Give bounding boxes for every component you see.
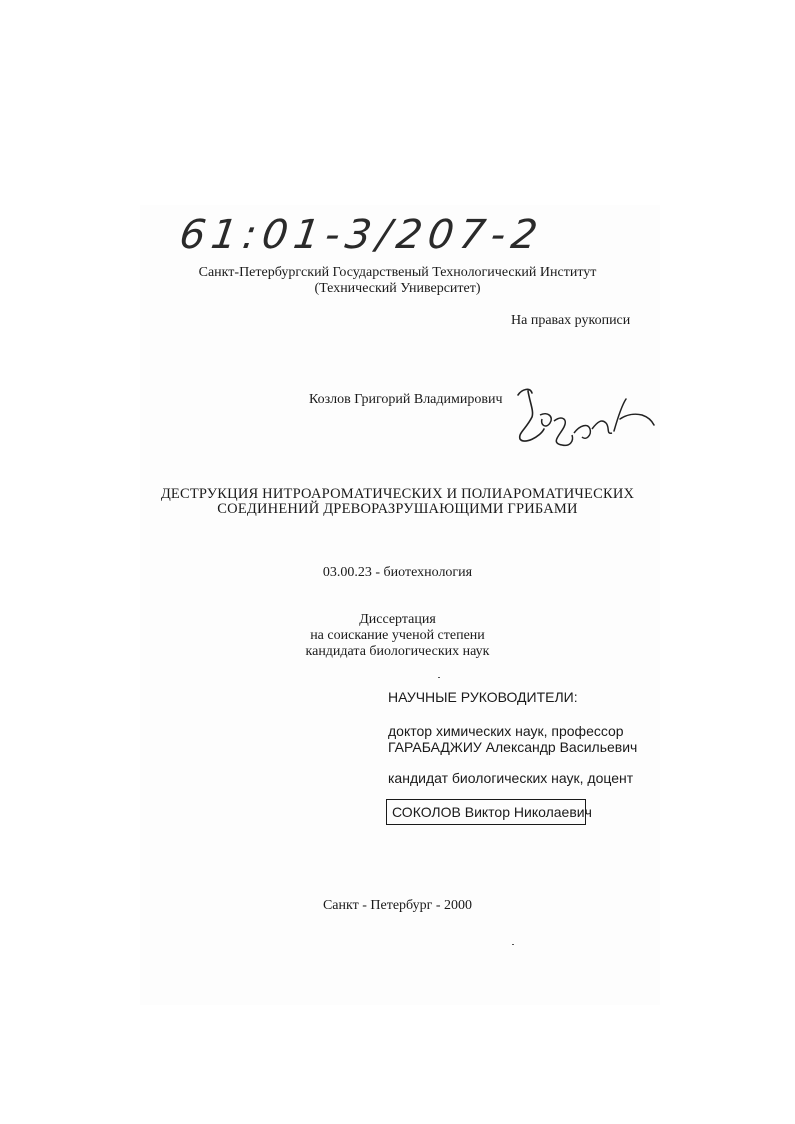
- specialty: 03.00.23 - биотехнология: [322, 565, 473, 580]
- place-year: Санкт - Петербург - 2000: [322, 898, 473, 913]
- manuscript-note: На правах рукописи: [511, 313, 631, 328]
- supervisor-2-name: СОКОЛОВ Виктор Николаевич: [392, 804, 592, 820]
- author-name: Козлов Григорий Владимирович: [309, 392, 503, 407]
- institution-line-1: Санкт-Петербургский Государственый Технологический Институт: [198, 265, 597, 280]
- archive-code-handwritten: 61:01-3/207-2: [176, 212, 547, 258]
- supervisor-2-title: кандидат биологических наук, доцент: [388, 770, 634, 786]
- institution-line-2: (Технический Университет): [314, 281, 481, 296]
- title-line-2: СОЕДИНЕНИЙ ДРЕВОРАЗРУШАЮЩИМИ ГРИБАМИ: [217, 501, 578, 517]
- scan-speck: [512, 944, 514, 945]
- supervisor-1-name: ГАРАБАДЖИУ Александр Васильевич: [388, 739, 638, 755]
- degree-line-1: Диссертация: [359, 612, 436, 627]
- degree-line-2: на соискание ученой степени: [310, 628, 485, 643]
- supervisors-heading: НАУЧНЫЕ РУКОВОДИТЕЛИ:: [388, 689, 578, 705]
- supervisor-2-box: [386, 799, 592, 825]
- title-line-1: ДЕСТРУКЦИЯ НИТРОАРОМАТИЧЕСКИХ И ПОЛИАРОМАТИЧЕСКИХ: [160, 486, 635, 502]
- degree-line-3: кандидата биологических наук: [305, 644, 490, 659]
- author-signature: [510, 385, 660, 460]
- scan-speck: [438, 677, 440, 678]
- supervisor-1-title: доктор химических наук, профессор: [388, 723, 624, 739]
